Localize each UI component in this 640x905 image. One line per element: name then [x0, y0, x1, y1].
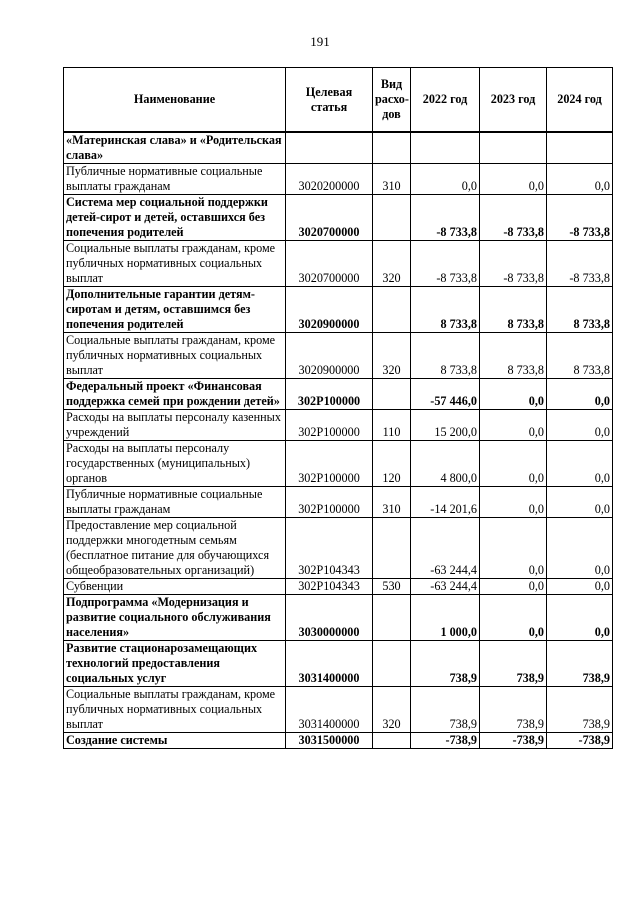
- table-row: [64, 287, 613, 333]
- row-code-cell: 3020200000: [286, 164, 373, 195]
- row-name-cell: Социальные выплаты гражданам, кроме публичных нормативных социальных выплат: [64, 333, 286, 379]
- table-row: [64, 333, 613, 379]
- table-row: [64, 132, 613, 164]
- row-2022-cell: 0,0: [411, 164, 480, 195]
- row-2023-cell: -8 733,8: [480, 195, 547, 241]
- row-code-cell: 302P100000: [286, 379, 373, 410]
- row-name-cell: Социальные выплаты гражданам, кроме публичных нормативных социальных выплат: [64, 241, 286, 287]
- table-body: [64, 132, 613, 749]
- row-code-cell: 3031400000: [286, 687, 373, 733]
- row-2022-cell: 8 733,8: [411, 333, 480, 379]
- row-kind-cell: [373, 641, 411, 687]
- table-row: [64, 441, 613, 487]
- row-kind-cell: [373, 132, 411, 164]
- page-number: 191: [310, 34, 330, 49]
- row-kind-cell: [373, 379, 411, 410]
- table-row: [64, 579, 613, 595]
- row-code-cell: 3020700000: [286, 241, 373, 287]
- row-kind-cell: 320: [373, 241, 411, 287]
- table-row: [64, 641, 613, 687]
- budget-table: [63, 67, 613, 749]
- row-kind-cell: [373, 287, 411, 333]
- row-code-cell: 3031500000: [286, 733, 373, 749]
- row-name-cell: Публичные нормативные социальные выплаты гражданам: [64, 164, 286, 195]
- row-2023-cell: -8 733,8: [480, 241, 547, 287]
- table-row: [64, 164, 613, 195]
- row-2024-cell: -8 733,8: [547, 195, 613, 241]
- row-2023-cell: [480, 132, 547, 164]
- row-2022-cell: 15 200,0: [411, 410, 480, 441]
- row-2024-cell: 8 733,8: [547, 333, 613, 379]
- row-2024-cell: 0,0: [547, 379, 613, 410]
- row-2024-cell: 738,9: [547, 641, 613, 687]
- row-2022-cell: 8 733,8: [411, 287, 480, 333]
- row-2022-cell: -63 244,4: [411, 579, 480, 595]
- row-kind-cell: 110: [373, 410, 411, 441]
- row-kind-cell: 310: [373, 164, 411, 195]
- row-2022-cell: 738,9: [411, 687, 480, 733]
- table-row: [64, 595, 613, 641]
- row-kind-cell: 310: [373, 487, 411, 518]
- row-2024-cell: 8 733,8: [547, 287, 613, 333]
- row-2023-cell: 0,0: [480, 579, 547, 595]
- row-code-cell: [286, 132, 373, 164]
- row-code-cell: 302P104343: [286, 579, 373, 595]
- row-2023-cell: 8 733,8: [480, 287, 547, 333]
- table-row: [64, 487, 613, 518]
- row-2022-cell: 4 800,0: [411, 441, 480, 487]
- row-code-cell: 3020900000: [286, 287, 373, 333]
- row-name-cell: Дополнительные гарантии детям-сиротам и детям, оставшимся без попечения родителей: [64, 287, 286, 333]
- row-2024-cell: 738,9: [547, 687, 613, 733]
- row-kind-cell: [373, 733, 411, 749]
- table-row: [64, 241, 613, 287]
- row-name-cell: Система мер социальной поддержки детей-сирот и детей, оставшихся без попечения родителей: [64, 195, 286, 241]
- row-name-cell: Расходы на выплаты персоналу государственных (муниципальных) органов: [64, 441, 286, 487]
- table-row: [64, 379, 613, 410]
- row-2023-cell: 738,9: [480, 641, 547, 687]
- row-name-cell: Предоставление мер социальной поддержки многодетным семьям (бесплатное питание для обучающихся общеобразовательных организаций): [64, 518, 286, 579]
- row-kind-cell: 320: [373, 687, 411, 733]
- header-2022: 2022 год: [411, 68, 480, 133]
- row-2022-cell: -738,9: [411, 733, 480, 749]
- row-2024-cell: 0,0: [547, 441, 613, 487]
- row-code-cell: 3030000000: [286, 595, 373, 641]
- row-2022-cell: -63 244,4: [411, 518, 480, 579]
- row-name-cell: Развитие стационарозамещающих технологий предоставления социальных услуг: [64, 641, 286, 687]
- row-name-cell: Расходы на выплаты персоналу казенных учреждений: [64, 410, 286, 441]
- row-2024-cell: [547, 132, 613, 164]
- row-kind-cell: 120: [373, 441, 411, 487]
- row-code-cell: 302P100000: [286, 410, 373, 441]
- row-kind-cell: [373, 595, 411, 641]
- row-2023-cell: 0,0: [480, 487, 547, 518]
- row-code-cell: 302P100000: [286, 441, 373, 487]
- row-2022-cell: -14 201,6: [411, 487, 480, 518]
- table-row: [64, 733, 613, 749]
- row-code-cell: 302P104343: [286, 518, 373, 579]
- row-2022-cell: -8 733,8: [411, 195, 480, 241]
- row-2023-cell: 0,0: [480, 379, 547, 410]
- row-2024-cell: 0,0: [547, 518, 613, 579]
- row-2024-cell: -8 733,8: [547, 241, 613, 287]
- header-name: Наименование: [64, 68, 286, 133]
- row-2023-cell: 738,9: [480, 687, 547, 733]
- row-name-cell: Федеральный проект «Финансовая поддержка семей при рождении детей»: [64, 379, 286, 410]
- row-2022-cell: -57 446,0: [411, 379, 480, 410]
- table-row: [64, 195, 613, 241]
- row-name-cell: Публичные нормативные социальные выплаты гражданам: [64, 487, 286, 518]
- table-row: [64, 518, 613, 579]
- table-row: [64, 687, 613, 733]
- row-code-cell: 3020900000: [286, 333, 373, 379]
- row-2022-cell: [411, 132, 480, 164]
- row-code-cell: 302P100000: [286, 487, 373, 518]
- row-2024-cell: 0,0: [547, 487, 613, 518]
- header-kind: Вид расхо-дов: [373, 68, 411, 133]
- row-kind-cell: [373, 195, 411, 241]
- row-2023-cell: 0,0: [480, 518, 547, 579]
- row-2023-cell: 0,0: [480, 595, 547, 641]
- row-name-cell: Социальные выплаты гражданам, кроме публичных нормативных социальных выплат: [64, 687, 286, 733]
- row-2024-cell: 0,0: [547, 579, 613, 595]
- row-2022-cell: 1 000,0: [411, 595, 480, 641]
- row-name-cell: Подпрограмма «Модернизация и развитие социального обслуживания населения»: [64, 595, 286, 641]
- row-2024-cell: 0,0: [547, 595, 613, 641]
- header-2023: 2023 год: [480, 68, 547, 133]
- row-2024-cell: 0,0: [547, 410, 613, 441]
- row-name-cell: Создание системы: [64, 733, 286, 749]
- header-2024: 2024 год: [547, 68, 613, 133]
- row-2023-cell: 0,0: [480, 410, 547, 441]
- row-2022-cell: -8 733,8: [411, 241, 480, 287]
- row-2023-cell: 0,0: [480, 441, 547, 487]
- row-kind-cell: 530: [373, 579, 411, 595]
- row-2023-cell: 8 733,8: [480, 333, 547, 379]
- header-code: Целевая статья: [286, 68, 373, 133]
- row-code-cell: 3031400000: [286, 641, 373, 687]
- table-row: [64, 410, 613, 441]
- row-code-cell: 3020700000: [286, 195, 373, 241]
- row-2023-cell: -738,9: [480, 733, 547, 749]
- row-2024-cell: 0,0: [547, 164, 613, 195]
- table-header-row: [64, 68, 613, 133]
- row-2022-cell: 738,9: [411, 641, 480, 687]
- row-name-cell: «Материнская слава» и «Родительская слава»: [64, 132, 286, 164]
- row-2023-cell: 0,0: [480, 164, 547, 195]
- row-2024-cell: -738,9: [547, 733, 613, 749]
- row-kind-cell: [373, 518, 411, 579]
- row-kind-cell: 320: [373, 333, 411, 379]
- row-name-cell: Субвенции: [64, 579, 286, 595]
